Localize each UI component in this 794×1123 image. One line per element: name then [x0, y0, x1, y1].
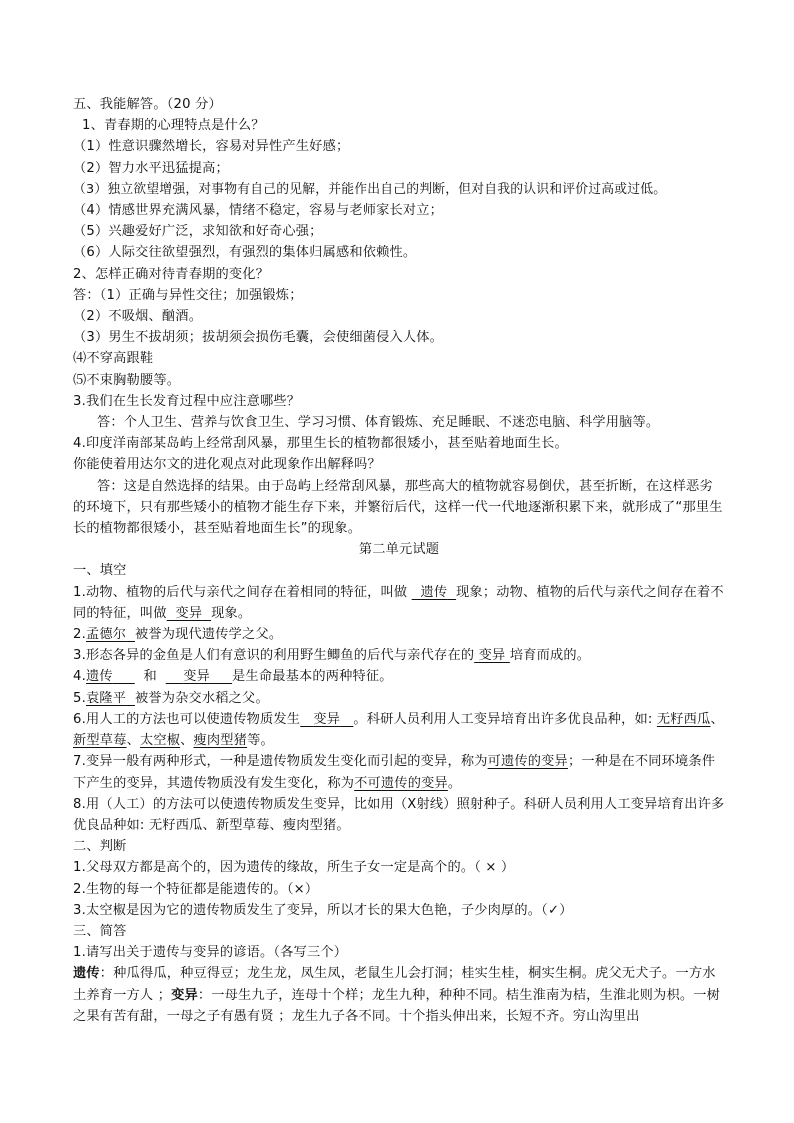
- document-page: [73, 94, 725, 1027]
- separator: 、: [126, 733, 140, 749]
- answer-line: ⑷不穿高跟鞋: [73, 351, 154, 367]
- answer-blank: [474, 648, 510, 663]
- answer-blank-space: [126, 627, 135, 642]
- fill-question-6: [73, 709, 725, 751]
- question-text: 是生命最基本的两种特征。: [232, 669, 393, 685]
- answer-text: 变异: [313, 711, 341, 727]
- answer-line: （1）性意识骤然增长，容易对异性产生好感；: [73, 139, 350, 155]
- question-text: 。科研人员利用人工变异培育出许多优良品种，如:: [353, 711, 657, 727]
- question-text: 。: [447, 775, 462, 791]
- answer-paragraph: 答：这是自然选择的结果。由于岛屿上经常刮风暴，那些高大的植物就容易倒伏，甚至折断，在这样恶劣的环境下，只有那些矮小的植物才能生存下来，并繁衍后代，这样一代一代地逐渐积累下来，就形成了“那里生长的植物都很矮小，甚至贴着地面生长”的现象。: [73, 478, 723, 537]
- question-text: 6.用人工的方法也可以使遗传物质发生: [73, 711, 301, 727]
- separator: 、: [180, 733, 194, 749]
- answer-text: 变异: [478, 648, 506, 664]
- answer-label: 遗传: [73, 966, 100, 982]
- answer-line: （5）兴趣爱好广泛，求知欲和好奇心强；: [73, 224, 323, 240]
- answer-text: 变异: [183, 669, 211, 685]
- short-answer-paragraph: [73, 963, 725, 1027]
- question-text: 1.动物、植物的后代与亲代之间存在着相同的特征，叫做: [73, 584, 412, 600]
- question-text: 7.变异一般有两种形式，一种是遗传物质发生变化而引起的变异，称为: [73, 754, 488, 770]
- question-4: 4.印度洋南部某岛屿上经常刮风暴，那里生长的植物都很矮小，甚至贴着地面生长。: [73, 436, 568, 452]
- answer-line: （3）男生不拔胡须；拔胡须会损伤毛囊，会使细菌侵入人体。: [73, 330, 444, 346]
- answer-label: 变异: [171, 987, 198, 1003]
- answer-line: （2）智力水平迅猛提高；: [73, 160, 229, 176]
- answer-blank: [166, 669, 232, 684]
- question-text: 被誉为杂交水稻之父。: [134, 690, 269, 706]
- answer-blank: 可遗传的变异: [487, 754, 568, 770]
- question-2: 2、怎样正确对待青春期的变化？: [73, 266, 270, 282]
- answer-text: ：种瓜得瓜，种豆得豆；龙生龙，凤生凤，老鼠生儿会打洞；桂实生桂，桐实生桐。虎父无犬子。一方水土养育一方人 ；: [73, 966, 716, 1003]
- answer-line: （2）不吸烟、酗酒。: [73, 309, 203, 325]
- section-heading: 一、填空: [73, 563, 127, 579]
- answer-line: （4）情感世界充满风暴，情绪不稳定，容易与老师家长对立；: [73, 203, 444, 219]
- question-text: 和: [143, 669, 157, 685]
- unit-title: 第二单元试题: [358, 542, 440, 558]
- fill-question-5: [73, 688, 725, 709]
- question-number: 5.: [73, 690, 86, 706]
- answer-text: 遗传: [85, 669, 113, 685]
- question-number: 4.: [73, 669, 86, 685]
- question-3: 3.我们在生长发育过程中应注意哪些？: [73, 393, 301, 409]
- question-text: 3.形态各异的金鱼是人们有意识的利用野生鲫鱼的后代与亲代存在的: [73, 648, 475, 664]
- question-text: 现象。: [211, 605, 252, 621]
- question-text: ；一种是在不同环境条件下产生的变异，其遗传物质没有发生变化，称为: [73, 754, 716, 791]
- judge-item: 2.生物的每一个特征都是能遗传的。（×）: [73, 881, 319, 897]
- question-text: 现象；动物、植物的后代与亲代之间存在着不同的特征，叫做: [73, 584, 724, 621]
- answer-blank: 新型草莓: [73, 733, 127, 749]
- fill-question-3: [73, 645, 725, 666]
- short-question-1: 1.请写出关于遗传与变异的谚语。（各写三个）: [73, 945, 348, 961]
- answer-blank: [86, 669, 135, 684]
- answer-line: （6）人际交往欲望强烈，有强烈的集体归属感和依赖性。: [73, 245, 417, 261]
- answer-blank: 不可遗传的变异: [354, 775, 448, 791]
- separator: 、: [710, 711, 724, 727]
- fill-question-2: [73, 624, 725, 645]
- judge-item: 3.太空椒是因为它的遗传物质发生了变异，所以才长的果大色艳，子少肉厚的。（✓）: [73, 902, 573, 918]
- question-1: 1、青春期的心理特点是什么？: [82, 118, 265, 134]
- answer-blank: 无籽西瓜: [656, 711, 711, 727]
- answer-blank: [167, 606, 211, 621]
- answer-text: 变异: [175, 605, 203, 621]
- fill-question-1: [73, 582, 725, 624]
- answer-blank: 瘦肉型猪: [193, 733, 248, 749]
- judge-item: 1.父母双方都是高个的，因为遗传的缘故，所生子女一定是高个的。（ × ）: [73, 860, 515, 876]
- question-number: 2.: [73, 627, 86, 643]
- answer-line: ⑸不束胸勒腰等。: [73, 372, 181, 388]
- answer-line: 答：（1）正确与异性交往；加强锻炼；: [73, 287, 303, 303]
- section-heading: 五、我能解答。（20 分）: [73, 97, 222, 112]
- section-heading: 二、判断: [73, 839, 127, 855]
- fill-question-4: [73, 666, 725, 687]
- answer-blank: [86, 691, 135, 706]
- question-text: 被誉为现代遗传学之父。: [134, 627, 283, 643]
- answer-text: ：一母生九子，连母十个样；龙生九种，种种不同。桔生淮南为桔，生淮北则为枳。一树之果有苦有甜，一母之子有愚有贤 ；龙生九子各不同。十个指头伸出来，长短不齐。穷山沟里出: [73, 987, 720, 1024]
- answer-blank: [300, 712, 353, 727]
- answer-text: 遗传: [420, 584, 448, 600]
- answer-blank: 孟德尔: [85, 627, 127, 643]
- fill-question-7: [73, 751, 725, 793]
- answer-blank: [412, 585, 456, 600]
- answer-blank: 太空椒: [139, 733, 181, 749]
- fill-question-8: 8.用（人工）的方法可以使遗传物质发生变异，比如用（X射线）照射种子。科研人员利用人工变异培育出许多优良品种如: 无籽西瓜、新型草莓、瘦肉型猪。: [73, 796, 725, 833]
- answer-text: 袁隆平: [85, 690, 127, 706]
- question-text: 培育而成的。: [509, 648, 591, 664]
- section-heading: 三、简答: [73, 923, 127, 939]
- answer-line: （3）独立欲望增强，对事物有自己的见解，并能作出自己的判断，但对自我的认识和评价过高或过低。: [73, 181, 667, 197]
- question-4-continued: 你能使着用达尔文的进化观点对此现象作出解释吗？: [73, 457, 381, 473]
- answer-line: 答：个人卫生、营养与饮食卫生、学习习惯、体育锻炼、充足睡眠、不迷恋电脑、科学用脑等。: [97, 415, 660, 431]
- question-text: 等。: [247, 733, 274, 749]
